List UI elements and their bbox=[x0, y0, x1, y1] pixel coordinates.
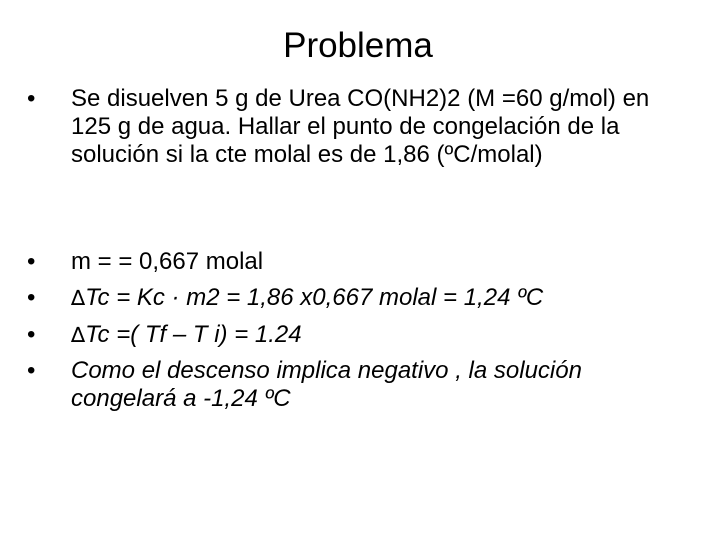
step-body: m = = 0,667 molal bbox=[71, 248, 264, 275]
step-body: Tc =( Tf – T i) = 1.24 bbox=[85, 321, 302, 348]
step-text bbox=[71, 284, 671, 312]
problem-statement bbox=[0, 85, 680, 200]
step-body: Como el descenso implica negativo , la solución congelará a -1,24 ºC bbox=[71, 357, 582, 412]
step-conclusion bbox=[0, 357, 680, 417]
step-text bbox=[71, 321, 671, 349]
delta-symbol: ∆ bbox=[71, 286, 86, 310]
bullet-dot: • bbox=[27, 284, 36, 311]
bullet-dot: • bbox=[27, 248, 36, 275]
bullet-dot: • bbox=[27, 321, 36, 348]
delta-symbol: ∆ bbox=[71, 323, 86, 347]
step-text bbox=[71, 248, 671, 276]
step-text bbox=[71, 357, 651, 413]
bullet-dot: • bbox=[27, 357, 36, 384]
slide-title bbox=[0, 24, 720, 68]
step-body: Tc = Kc · m2 = 1,86 x0,667 molal = 1,24 ºC bbox=[85, 284, 544, 311]
problem-text: Se disuelven 5 g de Urea CO(NH2)2 (M =60 g/mol) en 125 g de agua. Hallar el punto de congelación de la solución si la cte molal es de 1,86 (ºC/molal) bbox=[71, 85, 650, 168]
bullet-dot: • bbox=[27, 85, 36, 112]
slide-title-text: Problema bbox=[283, 26, 433, 65]
